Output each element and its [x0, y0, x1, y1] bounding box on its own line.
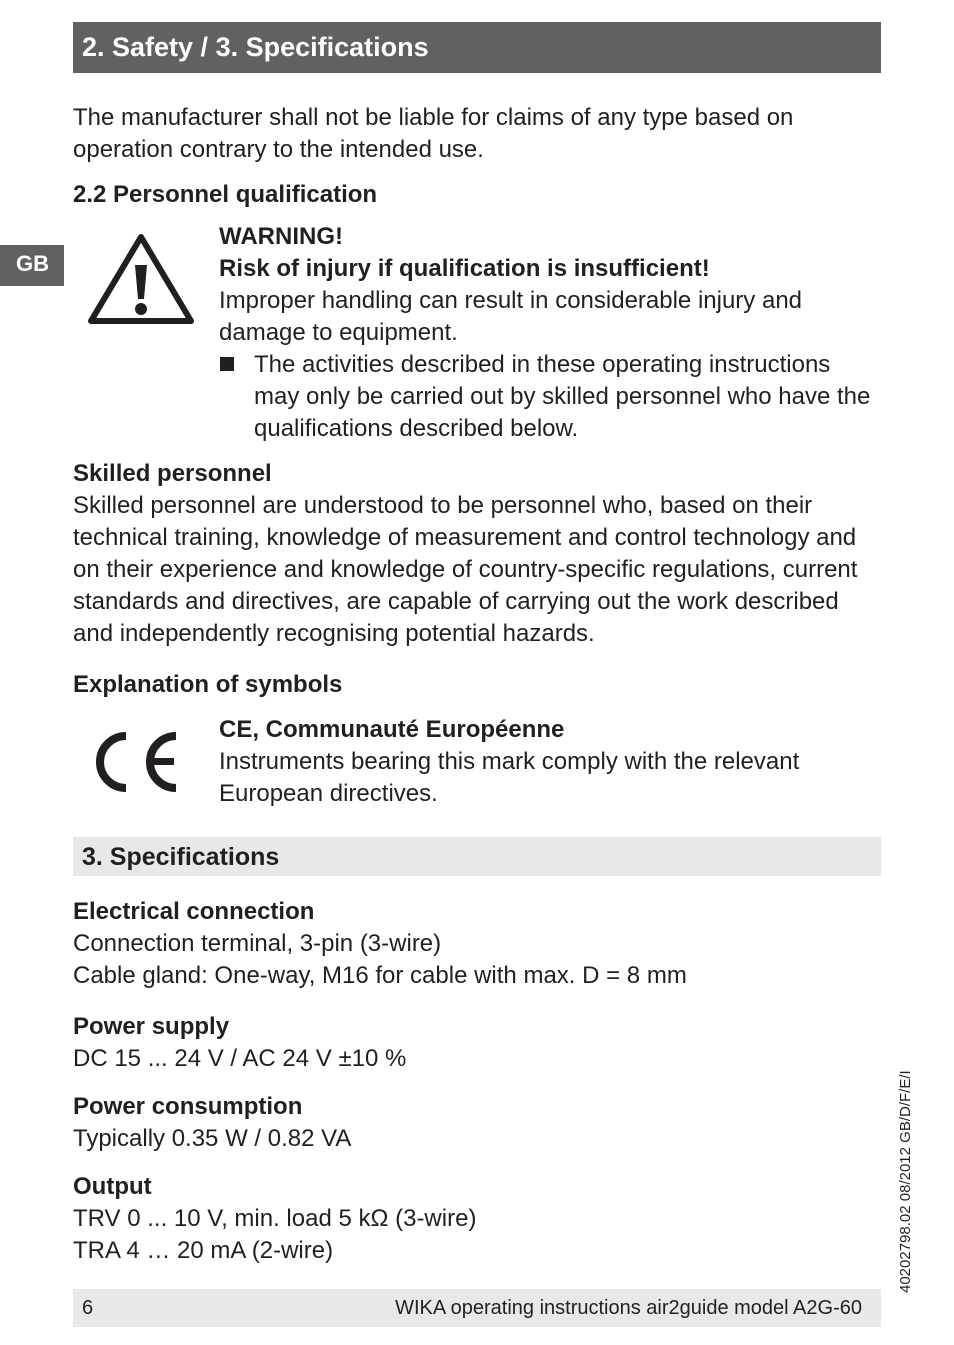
page-header-title: 2. Safety / 3. Specifications — [82, 32, 429, 62]
page-number: 6 — [82, 1297, 94, 1319]
spec-label: Electrical connection — [73, 898, 315, 925]
intro-paragraph: The manufacturer shall not be liable for claims of any type based on operation contrary to the intended use. — [73, 104, 794, 163]
document-code: 40202798.02 08/2012 GB/D/F/E/I — [897, 1070, 914, 1293]
spec-value: TRV 0 ... 10 V, min. load 5 kΩ (3-wire) — [73, 1205, 477, 1232]
skilled-heading: Skilled personnel — [73, 460, 272, 487]
specifications-heading: 3. Specifications — [82, 843, 280, 871]
spec-value: TRA 4 … 20 mA (2-wire) — [73, 1237, 334, 1264]
spec-value: Cable gland: One-way, M16 for cable with max. D = 8 mm — [73, 962, 687, 989]
spec-electrical — [73, 896, 873, 992]
spec-label: Power supply — [73, 1013, 230, 1040]
warning-bullet-text: The activities described in these operating instructions may only be carried out by skilled personnel who have the qualifications described below. — [254, 351, 871, 442]
ce-mark-icon — [92, 728, 182, 796]
symbols-heading: Explanation of symbols — [73, 671, 343, 698]
footer-title: WIKA operating instructions air2guide model A2G-60 — [395, 1297, 862, 1319]
ce-text: Instruments bearing this mark comply with the relevant European directives. — [219, 748, 800, 807]
skilled-text: Skilled personnel are understood to be personnel who, based on their technical training, knowledge of measurement and control technology and on their experience and knowledge of country-specific regulations, current standards and directives, are capable of carrying out the work described and independently recognising potential hazards. — [73, 492, 858, 647]
spec-output — [73, 1171, 873, 1267]
warning-text: Improper handling can result in considerable injury and damage to equipment. — [219, 287, 803, 346]
warning-triangle-icon — [86, 231, 196, 327]
page-header — [73, 22, 881, 73]
spec-label: Output — [73, 1173, 152, 1200]
spec-power-supply — [73, 1011, 873, 1075]
language-tab: GB — [0, 245, 64, 286]
spec-label: Power consumption — [73, 1093, 303, 1120]
page-footer — [73, 1289, 881, 1327]
spec-value: Typically 0.35 W / 0.82 VA — [73, 1125, 352, 1152]
spec-value: DC 15 ... 24 V / AC 24 V ±10 % — [73, 1045, 407, 1072]
bullet-square-icon — [220, 357, 234, 371]
warning-subtitle: Risk of injury if qualification is insufficient! — [219, 255, 710, 282]
spec-power-consumption — [73, 1091, 873, 1155]
specifications-header — [73, 837, 881, 876]
personnel-heading: 2.2 Personnel qualification — [73, 181, 378, 208]
warning-title: WARNING! — [219, 223, 343, 250]
spec-value: Connection terminal, 3-pin (3-wire) — [73, 930, 442, 957]
ce-title: CE, Communauté Européenne — [219, 716, 565, 743]
